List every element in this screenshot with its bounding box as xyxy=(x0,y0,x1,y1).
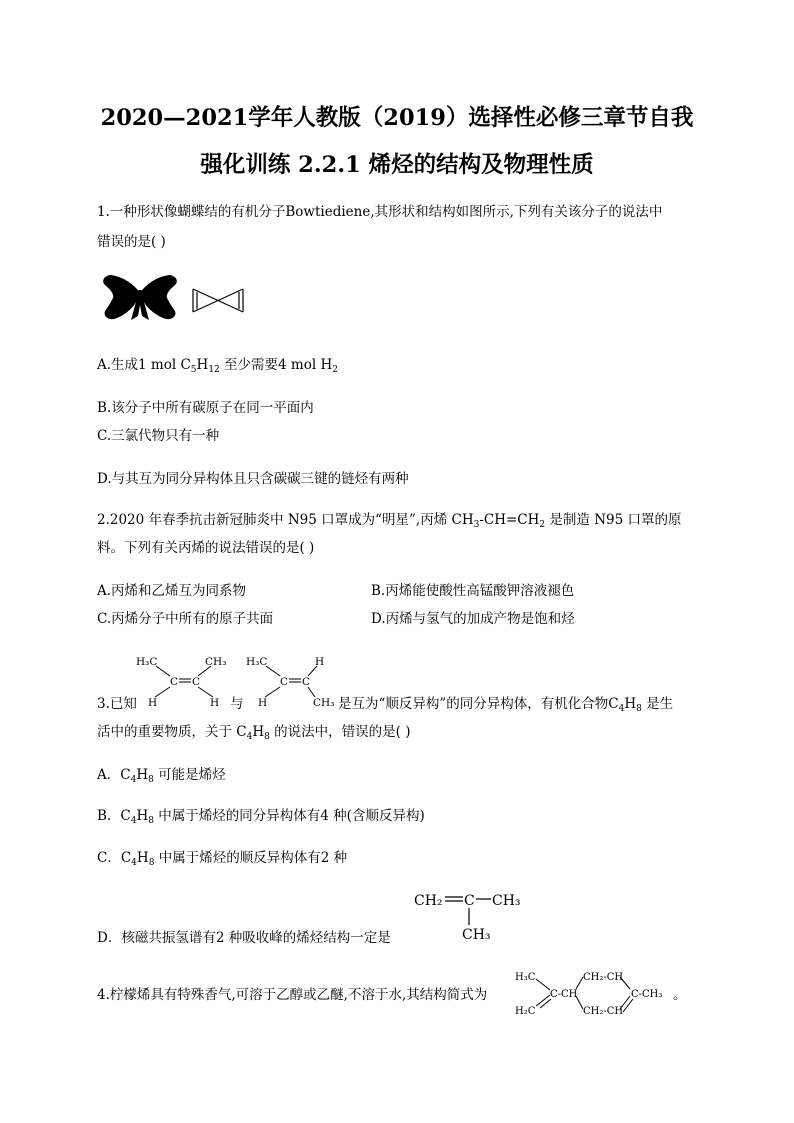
cis-2-butene-structure xyxy=(134,652,234,710)
svg-text:CH₃: CH₃ xyxy=(492,893,521,909)
svg-text:H: H xyxy=(258,697,268,709)
q3-stem-mid: 与 xyxy=(230,696,244,712)
bowtiediene-structure xyxy=(190,287,246,315)
svg-text:H: H xyxy=(315,656,325,668)
q3-option-b: B．$C_4H_8$ 中属于烯烃的同分异构体有4 种(含顺反异构) xyxy=(97,808,425,826)
q1-option-a: A.生成1 mol $C_5H_{12}$ 至少需要4 mol $H_2$ xyxy=(97,357,338,375)
q3-option-a: A．$C_4H_8$ 可能是烯烃 xyxy=(97,767,226,785)
isobutene-structure xyxy=(414,888,526,944)
q1-option-c: C.三氯代物只有一种 xyxy=(97,428,220,444)
svg-text:H₂C: H₂C xyxy=(515,1006,536,1017)
svg-text:CH₃: CH₃ xyxy=(462,927,491,943)
q3-option-c: C．$C_4H_8$ 中属于烯烃的顺反异构体有2 种 xyxy=(97,850,348,868)
q4-end-punctuation: 。 xyxy=(673,987,687,1003)
svg-text:H: H xyxy=(148,697,158,709)
q3-stem-line2: 活中的重要物质，关于 $C_4H_8$ 的说法中，错误的是( ) xyxy=(97,724,411,742)
q2-option-a: A.丙烯和乙烯互为同系物 xyxy=(97,583,247,599)
q3-stem-pre: 3.已知 xyxy=(97,696,137,712)
svg-text:H₃C: H₃C xyxy=(515,972,536,983)
svg-text:CH₂: CH₂ xyxy=(414,893,443,909)
trans-2-butene-structure xyxy=(244,652,344,710)
svg-text:CH₃: CH₃ xyxy=(205,656,227,668)
q4-stem: 4.柠檬烯具有特殊香气,可溶于乙醇或乙醚,不溶于水,其结构简式为 xyxy=(97,987,488,1003)
q3-stem-line1: 是互为“顺反异构”的同分异构体，有机化合物$C_4H_8$ 是生 xyxy=(338,696,674,714)
q2-option-b: B.丙烯能使酸性高锰酸钾溶液褪色 xyxy=(371,583,575,599)
svg-text:CH₃: CH₃ xyxy=(313,697,335,709)
svg-text:H₃C: H₃C xyxy=(246,656,268,668)
svg-text:C: C xyxy=(170,676,179,688)
svg-text:H: H xyxy=(210,697,220,709)
svg-text:H₃C: H₃C xyxy=(136,656,158,668)
limonene-structure xyxy=(512,966,672,1024)
q2-option-c: C.丙烯分子中所有的原子共面 xyxy=(97,611,274,627)
page-title-line1: 2020—2021学年人教版（2019）选择性必修三章节自我 xyxy=(100,105,694,131)
svg-text:CH₂-CH: CH₂-CH xyxy=(583,972,624,983)
page-title-line2: 强化训练 2.2.1 烯烃的结构及物理性质 xyxy=(200,152,594,178)
q2-option-d: D.丙烯与氢气的加成产物是饱和烃 xyxy=(371,611,575,627)
q2-stem-line1: 2.2020 年春季抗击新冠肺炎中 N95 口罩成为“明星”,丙烯 $CH_3-CH=CH_2$ 是制造 N95 口罩的原 xyxy=(97,512,682,530)
svg-text:C: C xyxy=(464,893,475,909)
q1-stem-line2: 错误的是( ) xyxy=(97,234,166,250)
q1-stem-line1: 1.一种形状像蝴蝶结的有机分子Bowtiediene,其形状和结构如图所示,下列有关该分子的说法中 xyxy=(97,204,663,220)
bowtie-silhouette-image xyxy=(100,272,180,324)
q1-option-b: B.该分子中所有碳原子在同一平面内 xyxy=(97,400,314,416)
svg-text:C: C xyxy=(192,676,201,688)
q3-option-d: D．核磁共振氢谱有2 种吸收峰的烯烃结构一定是 xyxy=(97,930,391,946)
svg-text:C: C xyxy=(280,676,289,688)
svg-text:C-CH₃: C-CH₃ xyxy=(631,989,663,1000)
svg-text:C-CH: C-CH xyxy=(550,989,578,1000)
q2-stem-line2: 料。下列有关丙烯的说法错误的是( ) xyxy=(97,540,315,556)
svg-text:C: C xyxy=(302,676,311,688)
svg-text:CH₂-CH: CH₂-CH xyxy=(583,1006,624,1017)
q1-option-d: D.与其互为同分异构体且只含碳碳三键的链烃有两种 xyxy=(97,471,409,487)
